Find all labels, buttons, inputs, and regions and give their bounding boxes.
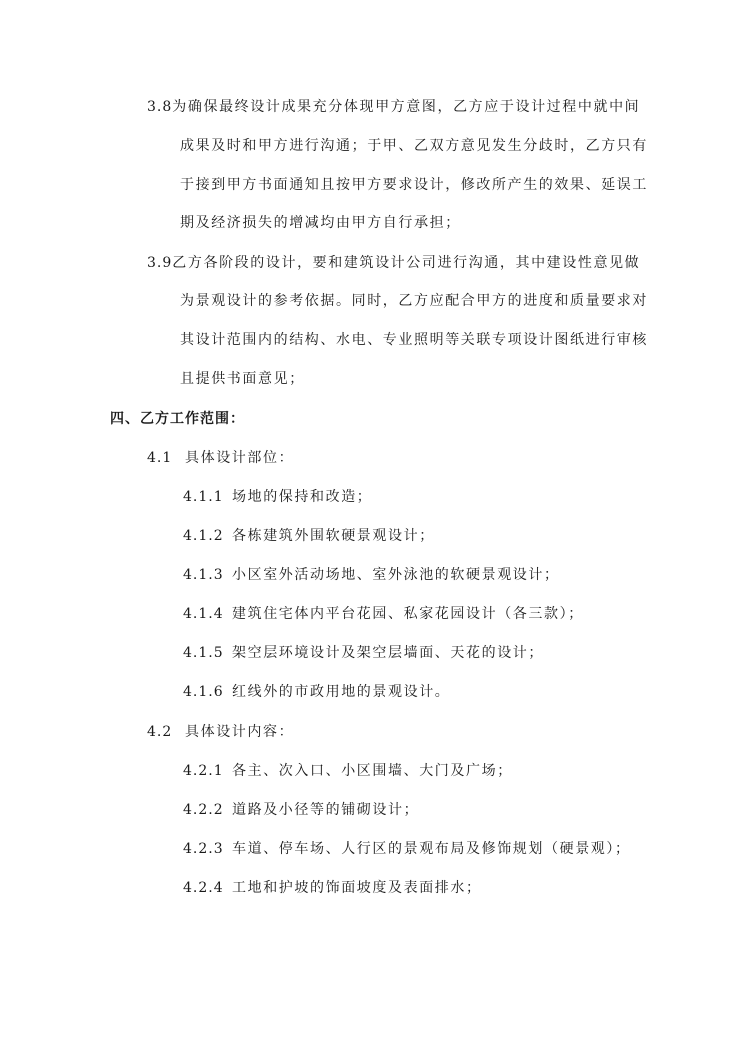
- list-item: [183, 527, 435, 545]
- list-item: [183, 605, 584, 623]
- list-item: [183, 840, 631, 858]
- clause-3-8-line-2: 成果及时和甲方进行沟通；于甲、乙双方意见发生分歧时，乙方只有: [180, 138, 648, 154]
- subsection-number: 4.1: [147, 450, 173, 466]
- subsection-number: 4.2: [147, 724, 173, 740]
- item-number: 4.2.1: [183, 763, 224, 779]
- clause-3-9-line-3: 其设计范围内的结构、水电、专业照明等关联专项设计图纸进行审核: [180, 332, 648, 348]
- item-number: 4.1.6: [183, 684, 224, 700]
- item-text: 红线外的市政用地的景观设计。: [232, 684, 451, 700]
- item-number: 4.1.2: [183, 528, 224, 544]
- clause-number: 3.9: [147, 255, 173, 271]
- item-text: 场地的保持和改造；: [232, 489, 373, 505]
- item-number: 4.2.4: [183, 880, 224, 896]
- item-text: 各栋建筑外围软硬景观设计；: [232, 528, 435, 544]
- clause-3-8-line-3: 于接到甲方书面通知且按甲方要求设计，修改所产生的效果、延误工: [180, 177, 648, 193]
- clause-3-8-line-1: [147, 98, 640, 116]
- list-item: [183, 801, 419, 819]
- item-number: 4.1.1: [183, 489, 224, 505]
- subsection-title: 具体设计部位：: [185, 450, 295, 466]
- item-number: 4.2.2: [183, 802, 224, 818]
- clause-text: 乙方各阶段的设计，要和建筑设计公司进行沟通，其中建设性意见做: [172, 255, 641, 271]
- list-item: [183, 683, 450, 701]
- list-item: [183, 644, 544, 662]
- subsection-title: 具体设计内容：: [185, 724, 295, 740]
- item-number: 4.1.5: [183, 645, 224, 661]
- item-text: 工地和护坡的饰面坡度及表面排水；: [232, 880, 482, 896]
- clause-3-9-line-1: [147, 254, 640, 272]
- item-text: 各主、次入口、小区围墙、大门及广场；: [232, 763, 513, 779]
- item-text: 道路及小径等的铺砌设计；: [232, 802, 420, 818]
- clause-3-9-line-2: 为景观设计的参考依据。同时，乙方应配合甲方的进度和质量要求对: [180, 293, 648, 309]
- list-item: [183, 566, 560, 584]
- clause-3-9-line-4: 且提供书面意见；: [180, 371, 305, 387]
- clause-text: 为确保最终设计成果充分体现甲方意图，乙方应于设计过程中就中间: [172, 99, 641, 115]
- item-number: 4.2.3: [183, 841, 224, 857]
- clause-3-8-line-4: 期及经济损失的增减均由甲方自行承担；: [180, 215, 461, 231]
- item-number: 4.1.3: [183, 567, 224, 583]
- subsection-4-1: [147, 449, 294, 467]
- list-item: [183, 879, 482, 897]
- section-heading: 四、乙方工作范围：: [110, 411, 245, 427]
- item-text: 车道、停车场、人行区的景观布局及修饰规划（硬景观）；: [232, 841, 631, 857]
- subsection-4-2: [147, 723, 294, 741]
- item-text: 建筑住宅体内平台花园、私家花园设计（各三款）；: [232, 606, 584, 622]
- clause-number: 3.8: [147, 99, 173, 115]
- item-number: 4.1.4: [183, 606, 224, 622]
- list-item: [183, 488, 372, 506]
- item-text: 架空层环境设计及架空层墙面、天花的设计；: [232, 645, 544, 661]
- item-text: 小区室外活动场地、室外泳池的软硬景观设计；: [232, 567, 560, 583]
- list-item: [183, 762, 513, 780]
